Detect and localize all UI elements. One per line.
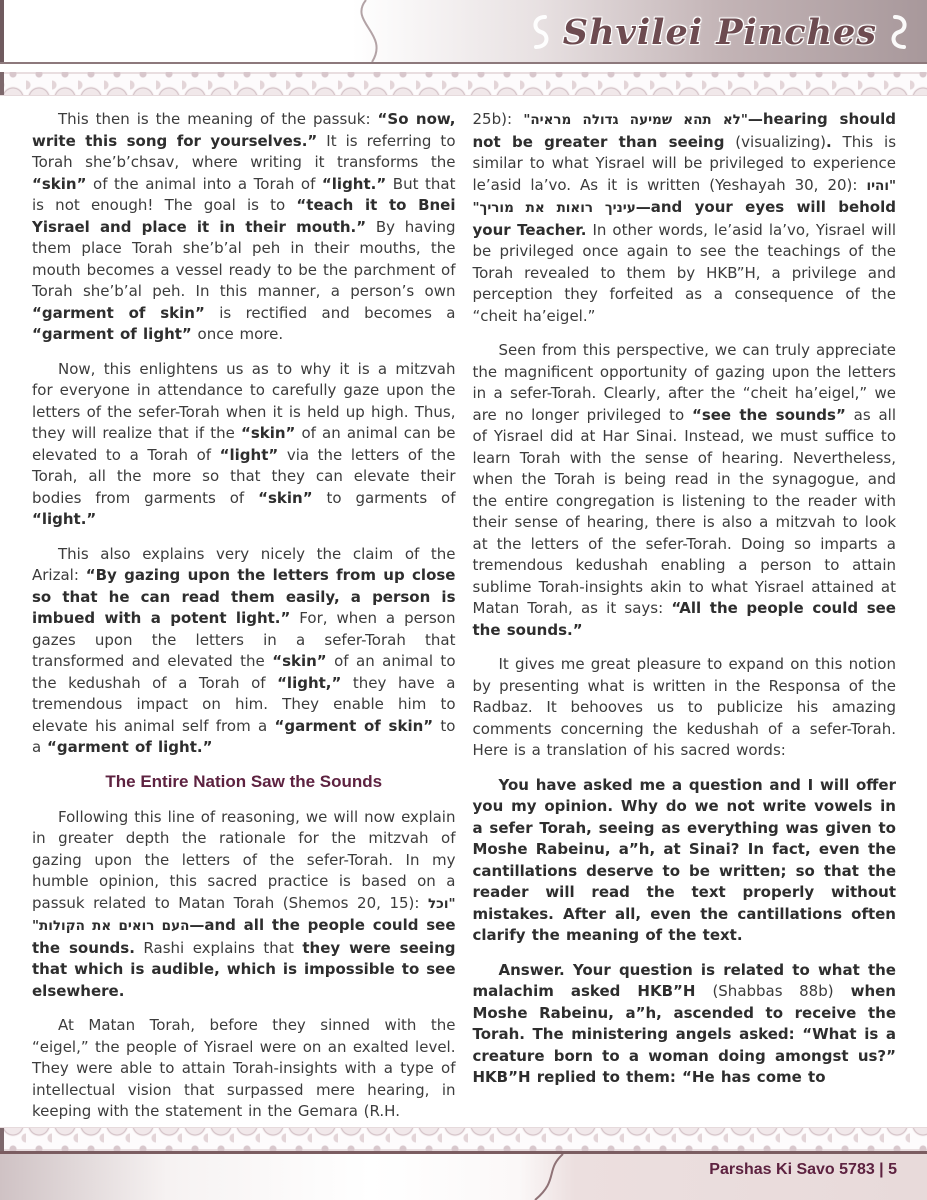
bold-text-run: Answer. Your question is related to what the malachim asked HKB”H (472, 960, 896, 1000)
hebrew-phrase: "והיו עיניך רואות את מוריך" (472, 177, 896, 216)
text-run: 25b): (472, 110, 524, 128)
bold-text-run: “skin” (32, 174, 87, 193)
text-run: of an animal can be elevated to a Torah of (32, 424, 456, 464)
lace-border-top (0, 72, 927, 96)
bold-text-run: —and all the people could see the sounds. (32, 916, 456, 957)
hebrew-phrase: "לא תהא שמיעה גדולה מראיה" (523, 112, 748, 128)
text-run: This then is the meaning of the passuk: (58, 110, 378, 128)
paragraph (32, 1015, 456, 1123)
text-run: For, when a person gazes upon the letters in a sefer-Torah that transformed and elevated the (32, 609, 456, 670)
bold-text-run: “All the people could see the sounds.” (472, 599, 896, 639)
bold-text-run: “skin” (240, 424, 296, 442)
text-run: By having them place Torah she’b’al peh in their mouths, the mouth becomes a vessel ready to be the parchment of Torah she’b’al peh. In this manner, a person’s own (32, 217, 456, 300)
bold-text-run: “light” (219, 445, 279, 464)
text-run: to garments of (312, 488, 456, 507)
bold-text-run: “light,” (277, 673, 342, 692)
left-column (32, 109, 456, 1127)
bold-text-run: “light.” (32, 510, 97, 528)
text-run: It gives me great pleasure to expand on this notion by presenting what is written in the Responsa of the Radbaz. It behooves us to publicize his amazing comments concerning the kedushah of a sefer-Torah. Here is a translation of his sacred words: (472, 655, 896, 759)
text-run: (Shabbas 88b) (712, 982, 834, 1000)
text-run: Now, this enlightens us as to why it is a mitzvah for everyone in attendance to carefully gaze upon the letters of the sefer-Torah when it is held up high. Thus, they will realize that if the (32, 359, 456, 442)
text-run: But that is not enough! The goal is to (32, 174, 456, 214)
page-number-label: Parshas Ki Savo 5783 | 5 (709, 1161, 897, 1178)
bold-text-run: “garment of light.” (46, 738, 213, 756)
right-column (473, 109, 897, 1127)
text-run: It is referring to Torah she’b’chsav, where writing it transforms the (32, 131, 456, 171)
paragraph (32, 544, 456, 759)
text-run: once more. (191, 325, 284, 343)
paragraph (473, 109, 897, 327)
bold-text-run: —hearing should not be greater than seeing (472, 110, 897, 151)
text-run: Rashi explains that (134, 938, 303, 957)
bold-text-run: —and your eyes will behold your Teacher. (472, 198, 896, 239)
text-run: Seen from this perspective, we can truly appreciate the magnificent opportunity of gazing upon the letters in a sefer-Torah. Clearly, after the “cheit ha’eigel,” we are no longer privileged to (472, 341, 896, 424)
paragraph (32, 359, 456, 531)
paragraph (473, 654, 897, 762)
paragraph (473, 960, 897, 1089)
paragraph (32, 807, 456, 1003)
page-header (0, 0, 927, 96)
text-run: This is similar to what Yisrael will be privileged to experience le’asid la’vo. As it is written (Yeshayah 30, 20): (472, 132, 897, 194)
bold-text-run: when Moshe Rabeinu, a”h, ascended to receive the Torah. The ministering angels asked: “What is a creature born to a woman doing amongst us?” HKB”H replied to them: “He has come to (472, 982, 896, 1086)
swirl-right-icon (887, 12, 913, 52)
left-edge-bar (0, 72, 4, 95)
bold-text-run: “So now, write this song for yourselves.” (32, 110, 456, 150)
lace-border-bottom (0, 1127, 927, 1151)
bold-text-run: “see the sounds” (691, 405, 846, 424)
bold-text-run: You have asked me a question and I will offer you my opinion. Why do we not write vowels in a sefer Torah, seeing as everything was given to Moshe Rabeinu, a”h, at Sinai? In fact, even the cantillations deserve to be written; so that the reader will read the text properly without mistakes. After all, even the cantillations often clarify the meaning of the text. (472, 775, 896, 944)
paragraph (32, 109, 456, 346)
text-run: of an animal to the kedushah of a Torah of (32, 652, 456, 692)
bold-text-run: . (825, 132, 832, 151)
masthead (527, 4, 913, 60)
bold-text-run: “garment of skin” (32, 303, 205, 322)
section-heading: The Entire Nation Saw the Sounds (105, 771, 383, 791)
text-run: (visualizing) (724, 132, 826, 151)
text-run: via the letters of the Torah, all the more so that they can elevate their bodies from garments of (32, 445, 456, 507)
bold-text-run: “garment of light” (32, 325, 192, 343)
text-run: In other words, le’asid la’vo, Yisrael will be privileged once again to see the teachings of the Torah revealed to them by HKB”H, a privilege and perception they forfeited as a consequence of the “cheit ha’eigel.” (472, 220, 897, 325)
article-body (0, 96, 927, 1127)
swirl-left-icon (527, 12, 553, 52)
bold-text-run: “skin” (272, 652, 327, 670)
bold-text-run: “teach it to Bnei Yisrael and place it in their mouth.” (32, 196, 456, 236)
text-run: as all of Yisrael did at Har Sinai. Instead, we must suffice to learn Torah with the sense of hearing. Nevertheless, when the Torah is being read in the synagogue, and the entire congregation is listening to the reader with their sense of hearing, there is also a mitzvah to look at the letters of the sefer-Torah. Doing so imparts a tremendous kedushah enabling a person to attain sublime Torah-insights akin to what Yisrael attained at Matan Torah, as it says: (472, 405, 896, 617)
hebrew-phrase: "וכל העם רואים את הקולות" (32, 895, 456, 934)
publication-title: Shvilei Pinches (562, 11, 877, 53)
text-run: to a (32, 716, 456, 756)
bold-text-run: “skin” (258, 488, 313, 507)
text-run: of the animal into a Torah of (86, 174, 322, 193)
text-run: Following this line of reasoning, we will now explain in greater depth the rationale for the mitzvah of gazing upon the letters of the sefer-Torah. In my humble opinion, this sacred practice is based on a passuk related to Matan Torah (Shemos 20, 15): (32, 807, 456, 912)
text-run: This also explains very nicely the claim of the Arizal: (32, 544, 456, 584)
header-gap (0, 64, 927, 72)
bold-text-run: “garment of skin” (274, 716, 434, 735)
paragraph (473, 775, 897, 947)
page-footer (0, 1127, 927, 1200)
paragraph (473, 340, 897, 641)
left-edge-bar (0, 1128, 4, 1151)
left-edge-bar (0, 0, 4, 62)
footer-curve-divider (505, 1154, 585, 1200)
header-band (0, 0, 927, 64)
text-run: At Matan Torah, before they sinned with the “eigel,” the people of Yisrael were on an exalted level. They were able to attain Torah-insights with a type of intellectual vision that surpassed mere hearing, in keeping with the statement in the Gemara (R.H. (32, 1016, 456, 1120)
bold-text-run: they were seeing that which is audible, which is impossible to see elsewhere. (32, 938, 456, 1000)
text-run: is rectified and becomes a (204, 303, 456, 322)
bold-text-run: “By gazing upon the letters from up close so that he can read them easily, a person is imbued with a potent light.” (32, 566, 456, 627)
footer-band (0, 1154, 927, 1200)
text-run: they have a tremendous impact on him. They enable him to elevate his animal self from a (32, 673, 456, 735)
bold-text-run: “light.” (321, 174, 387, 193)
header-curve-divider (338, 0, 428, 62)
